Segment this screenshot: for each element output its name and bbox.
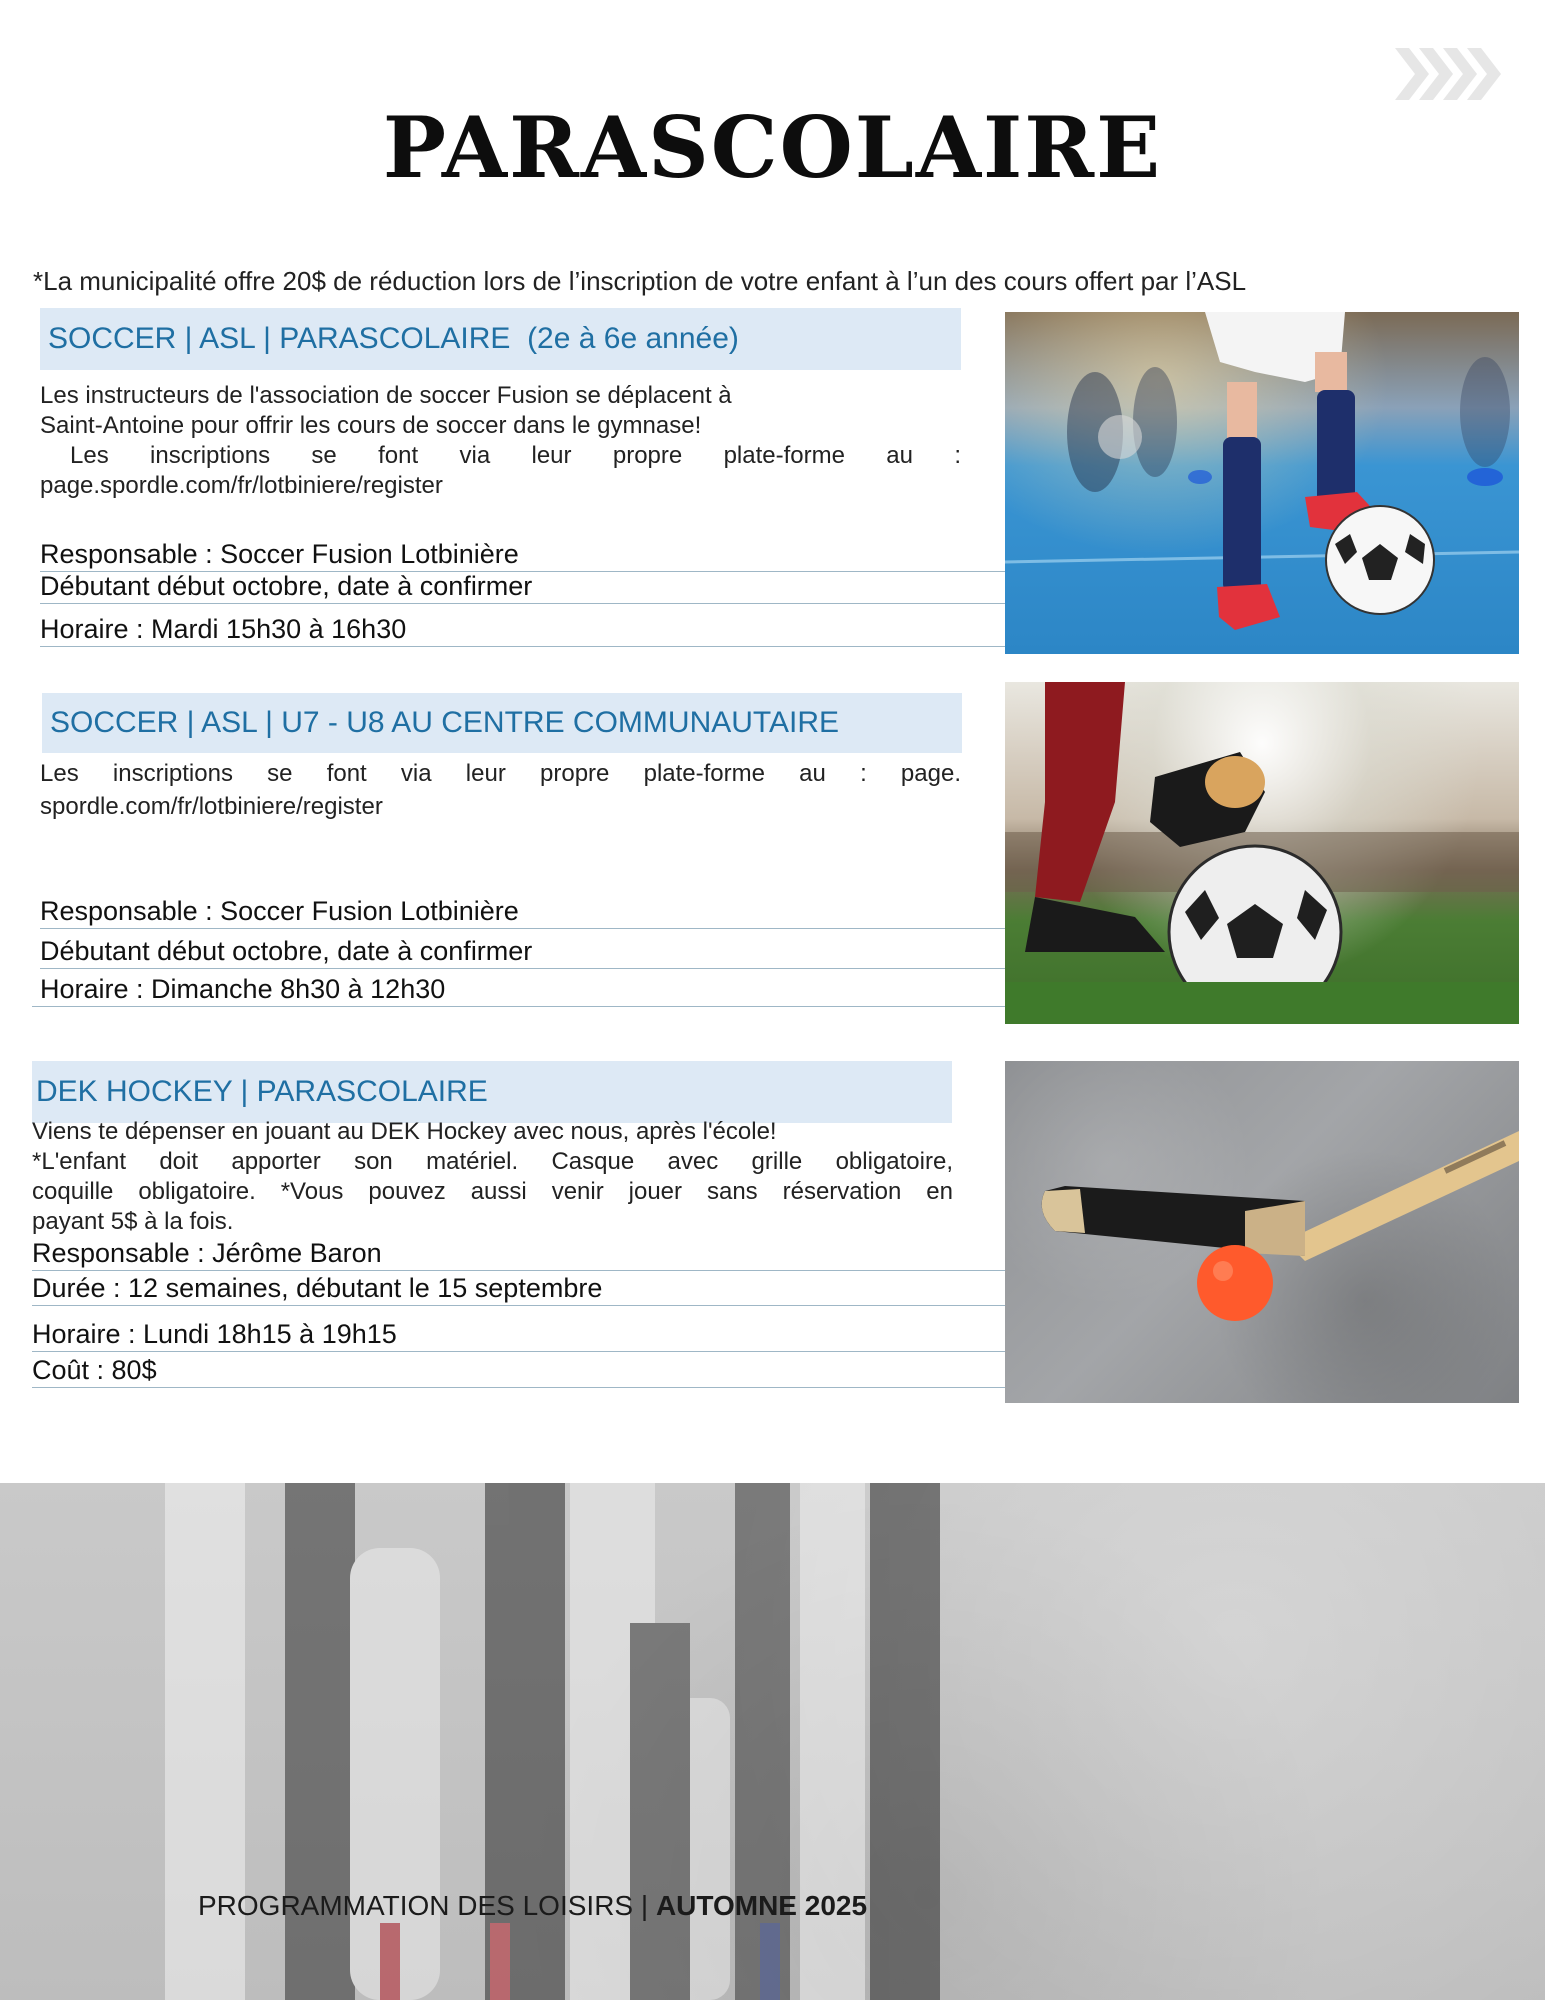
registration-link[interactable]: spordle.com/fr/lotbiniere/register — [40, 793, 383, 820]
info-duree: Durée : 12 semaines, débutant le 15 septembre — [32, 1271, 1005, 1306]
section-heading-dek-hockey — [32, 1061, 952, 1123]
paragraph-line: payant 5$ à la fois. — [32, 1208, 234, 1235]
info-horaire: Horaire : Mardi 15h30 à 16h30 — [40, 612, 1005, 647]
paragraph-line: Les inscriptions se font via leur propre plate-forme au : — [70, 442, 961, 469]
info-responsable: Responsable : Soccer Fusion Lotbinière — [40, 894, 1005, 929]
section-heading-text: SOCCER | ASL | PARASCOLAIRE (2e à 6e année) — [48, 322, 739, 355]
paragraph-line: Saint-Antoine pour offrir les cours de soccer dans le gymnase! — [40, 412, 702, 439]
section-heading-soccer-u7-u8 — [42, 693, 962, 753]
chevrons-icon — [1395, 48, 1505, 100]
registration-link[interactable]: page.spordle.com/fr/lotbiniere/register — [40, 472, 443, 499]
info-responsable: Responsable : Jérôme Baron — [32, 1236, 1005, 1271]
paragraph-line: Viens te dépenser en jouant au DEK Hockey avec nous, après l'école! — [32, 1118, 777, 1145]
discount-note: *La municipalité offre 20$ de réduction lors de l’inscription de votre enfant à l’un des cours offert par l’ASL — [33, 266, 1247, 296]
info-cout: Coût : 80$ — [32, 1353, 1005, 1388]
info-horaire: Horaire : Dimanche 8h30 à 12h30 — [32, 972, 1005, 1007]
section-paragraph — [40, 757, 961, 823]
paragraph-line: coquille obligatoire. *Vous pouvez aussi venir jouer sans réservation en — [32, 1178, 953, 1205]
section-heading-text: SOCCER | ASL | U7 - U8 AU CENTRE COMMUNAUTAIRE — [50, 706, 840, 739]
info-horaire: Horaire : Lundi 18h15 à 19h15 — [32, 1317, 1005, 1352]
hockey-sticks-banner — [0, 1483, 1545, 2000]
paragraph-line: *L'enfant doit apporter son matériel. Casque avec grille obligatoire, — [32, 1148, 953, 1175]
dek-hockey-photo — [1005, 1061, 1519, 1403]
section-paragraph — [32, 1117, 953, 1237]
futsal-soccer-photo — [1005, 312, 1519, 654]
paragraph-line: Les inscriptions se font via leur propre plate-forme au : page. — [40, 760, 961, 787]
footer-season: AUTOMNE 2025 — [655, 1890, 868, 1921]
section-heading-soccer-parascolaire — [40, 308, 961, 370]
info-responsable: Responsable : Soccer Fusion Lotbinière — [40, 537, 1005, 572]
footer-label — [198, 1890, 867, 1922]
page-title: PARASCOLAIRE — [382, 98, 1163, 197]
info-debut: Débutant début octobre, date à confirmer — [40, 569, 1005, 604]
section-heading-text: DEK HOCKEY | PARASCOLAIRE — [36, 1075, 488, 1108]
info-debut: Débutant début octobre, date à confirmer — [40, 934, 1005, 969]
stadium-soccer-photo — [1005, 682, 1519, 1024]
footer-prefix: PROGRAMMATION DES LOISIRS | — [198, 1890, 656, 1921]
paragraph-line: Les instructeurs de l'association de soccer Fusion se déplacent à — [40, 382, 732, 409]
section-paragraph — [40, 381, 961, 501]
